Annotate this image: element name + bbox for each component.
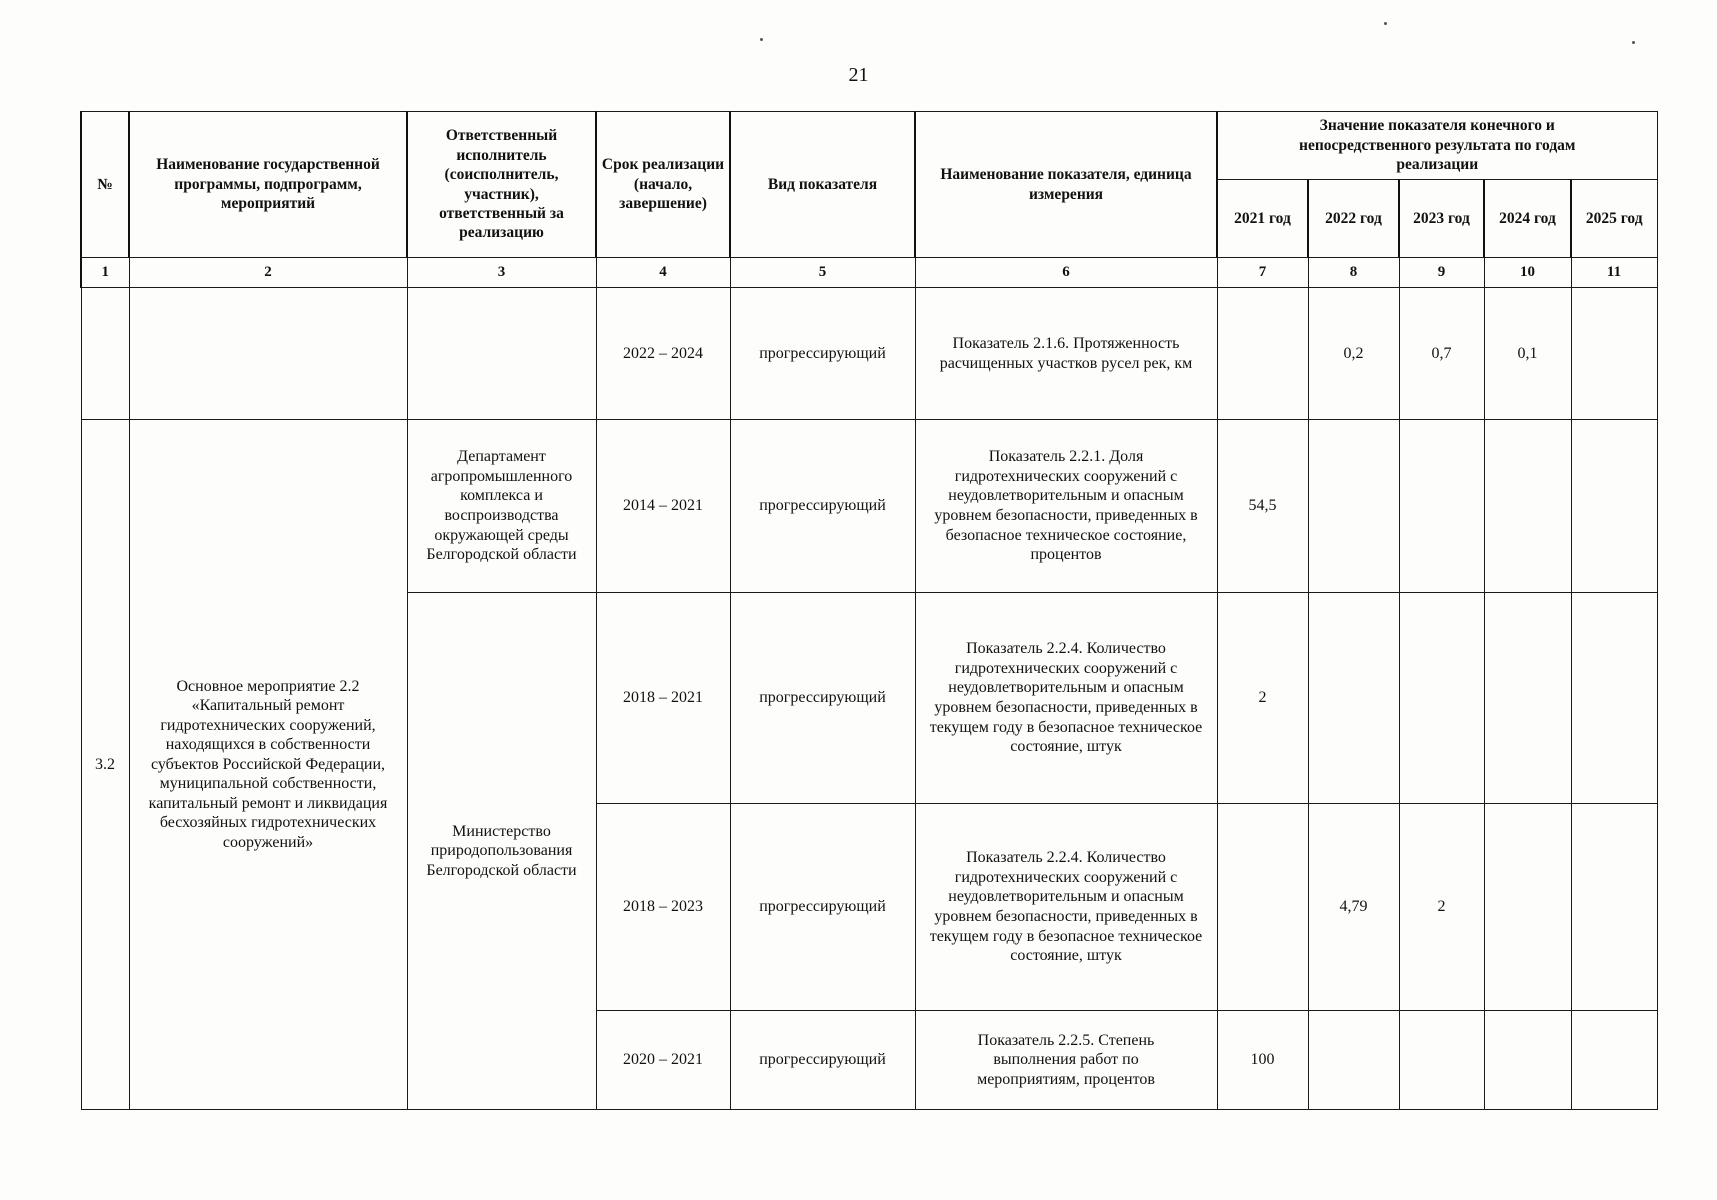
value-2025: [1571, 288, 1657, 420]
page-number: 21: [848, 64, 869, 86]
value-2025: [1571, 420, 1657, 593]
value-2023: [1399, 420, 1484, 593]
value-2022: [1308, 1011, 1399, 1110]
header-indicator-name: Наименование показателя, единица измерения: [915, 112, 1217, 258]
value-2023: [1399, 593, 1484, 804]
column-number: 3: [407, 258, 596, 288]
row-indicator-kind: прогрессирующий: [730, 1011, 915, 1110]
value-2021: 54,5: [1217, 420, 1308, 593]
row-executor: Департамент агропромышленного комплекса и воспроизводства окружающей среды Белгородской области: [407, 420, 596, 593]
scan-speck: [1384, 22, 1387, 25]
header-num: №: [81, 112, 129, 258]
table-row: [81, 420, 1657, 593]
value-2021: 100: [1217, 1011, 1308, 1110]
column-number: 5: [730, 258, 915, 288]
header-values-group: Значение показателя конечного и непосредственного результата по годам реализации: [1217, 112, 1657, 180]
row-num: [81, 288, 129, 420]
value-2025: [1571, 593, 1657, 804]
value-2021: 2: [1217, 593, 1308, 804]
row-indicator-kind: прогрессирующий: [730, 420, 915, 593]
row-num: 3.2: [81, 420, 129, 1110]
column-number: 1: [81, 258, 129, 288]
value-2023: 2: [1399, 804, 1484, 1011]
header-year-2024: 2024 год: [1484, 180, 1571, 258]
column-number: 9: [1399, 258, 1484, 288]
value-2022: 4,79: [1308, 804, 1399, 1011]
row-indicator-kind: прогрессирующий: [730, 593, 915, 804]
row-term: 2020 – 2021: [596, 1011, 730, 1110]
header-executor: Ответственный исполнитель (соисполнитель, участник), ответственный за реализацию: [407, 112, 596, 258]
row-program-name: Основное мероприятие 2.2 «Капитальный ремонт гидротехнических сооружений, находящихся в собственности субъектов Российской Федерации, муниципальной собственности, капитальный ремонт и ликвидация бесхозяйных гидротехнических сооружений»: [129, 420, 407, 1110]
row-program-name: [129, 288, 407, 420]
column-number: 7: [1217, 258, 1308, 288]
header-year-2023: 2023 год: [1399, 180, 1484, 258]
header-indicator-kind: Вид показателя: [730, 112, 915, 258]
scan-speck: [1632, 41, 1635, 44]
row-indicator-name: Показатель 2.2.4. Количество гидротехнических сооружений с неудовлетворительным и опасным уровнем безопасности, приведенных в текущем году в безопасное техническое состояние, штук: [915, 593, 1217, 804]
value-2022: [1308, 593, 1399, 804]
column-number: 6: [915, 258, 1217, 288]
value-2022: [1308, 420, 1399, 593]
value-2022: 0,2: [1308, 288, 1399, 420]
value-2024: [1484, 593, 1571, 804]
row-indicator-name: Показатель 2.1.6. Протяженность расчищенных участков русел рек, км: [915, 288, 1217, 420]
value-2024: [1484, 420, 1571, 593]
value-2021: [1217, 288, 1308, 420]
row-indicator-name: Показатель 2.2.5. Степень выполнения работ по мероприятиям, процентов: [915, 1011, 1217, 1110]
column-number: 11: [1571, 258, 1657, 288]
column-number: 10: [1484, 258, 1571, 288]
value-2024: 0,1: [1484, 288, 1571, 420]
row-term: 2018 – 2021: [596, 593, 730, 804]
indicators-table: [80, 111, 1658, 1110]
value-2025: [1571, 804, 1657, 1011]
row-indicator-name: Показатель 2.2.1. Доля гидротехнических сооружений с неудовлетворительным и опасным уровнем безопасности, приведенных в безопасное техническое состояние, процентов: [915, 420, 1217, 593]
table-row: [81, 288, 1657, 420]
value-2024: [1484, 804, 1571, 1011]
value-2025: [1571, 1011, 1657, 1110]
header-year-2022: 2022 год: [1308, 180, 1399, 258]
header-program-name: Наименование государственной программы, подпрограмм, мероприятий: [129, 112, 407, 258]
column-number: 8: [1308, 258, 1399, 288]
row-term: 2018 – 2023: [596, 804, 730, 1011]
column-numbers-row: [81, 258, 1657, 288]
row-indicator-name: Показатель 2.2.4. Количество гидротехнических сооружений с неудовлетворительным и опасным уровнем безопасности, приведенных в текущем году в безопасное техническое состояние, штук: [915, 804, 1217, 1011]
row-executor: [407, 288, 596, 420]
column-number: 4: [596, 258, 730, 288]
scan-speck: [760, 38, 763, 41]
header-year-2021: 2021 год: [1217, 180, 1308, 258]
column-number: 2: [129, 258, 407, 288]
row-term: 2014 – 2021: [596, 420, 730, 593]
header-term: Срок реализации (начало, завершение): [596, 112, 730, 258]
value-2023: 0,7: [1399, 288, 1484, 420]
row-indicator-kind: прогрессирующий: [730, 288, 915, 420]
row-indicator-kind: прогрессирующий: [730, 804, 915, 1011]
header-year-2025: 2025 год: [1571, 180, 1657, 258]
row-term: 2022 – 2024: [596, 288, 730, 420]
value-2024: [1484, 1011, 1571, 1110]
value-2023: [1399, 1011, 1484, 1110]
row-executor: Министерство природопользования Белгородской области: [407, 593, 596, 1110]
value-2021: [1217, 804, 1308, 1011]
